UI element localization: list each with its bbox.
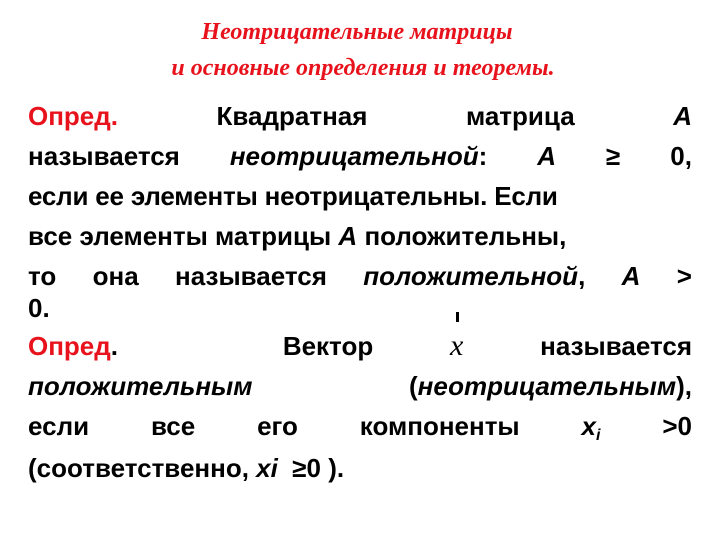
def1-word: называется — [28, 141, 180, 171]
def1-line2 — [28, 136, 692, 176]
def1-term — [230, 136, 487, 176]
def2-paren-group: (неотрицательным), — [408, 371, 692, 401]
def1-line3 — [28, 176, 692, 216]
def2-term: положительным — [28, 371, 253, 401]
def2-line2 — [28, 366, 692, 406]
def2-line4 — [28, 448, 692, 488]
vector-arrow-mark — [456, 312, 459, 322]
vector-x-symbol: x — [450, 326, 463, 366]
def1-text: положительны, — [364, 221, 567, 251]
def1-word: она — [92, 261, 139, 291]
def1-word: 0, — [670, 141, 692, 171]
def1-matrix-a: А — [338, 221, 358, 251]
component-xi: xi — [256, 453, 278, 483]
def2-dot: . — [110, 331, 119, 361]
def2-word: >0 — [662, 411, 692, 441]
def1-text: 0. — [28, 293, 50, 323]
def2-text: ≥0 ). — [277, 453, 345, 483]
def1-word: матрица — [465, 101, 575, 131]
def2-word: его — [257, 411, 298, 441]
def1-word: называется — [175, 261, 327, 291]
def1-text: все элементы матрицы — [28, 221, 332, 251]
def2-label-group — [28, 326, 118, 366]
def1-word: ≥ — [606, 141, 621, 171]
def1-term-text: неотрицательной — [229, 141, 479, 171]
def1-colon: : — [478, 141, 488, 171]
def1-word: Квадратная — [216, 101, 368, 131]
def1-word: А — [537, 141, 557, 171]
def2-term: неотрицательным — [417, 371, 677, 401]
def2-word: если — [28, 411, 90, 441]
def1-text: если ее элементы неотрицательны. Если — [28, 181, 558, 211]
def2-line3 — [28, 406, 692, 446]
def1-line4 — [28, 216, 692, 256]
def2-text: (соответственно, — [28, 453, 257, 483]
def1-comma: , — [578, 261, 586, 291]
def1-line6 — [28, 288, 692, 328]
def2-word: называется — [540, 331, 692, 361]
def1-line1 — [28, 96, 692, 136]
def2-label: Опред — [28, 331, 111, 361]
def2-word: все — [150, 411, 196, 441]
def1-word: А — [621, 261, 641, 291]
def1-label: Опред. — [28, 101, 118, 131]
slide-title-line2: и основные определения и теоремы. — [171, 55, 555, 81]
def1-word: то — [28, 261, 57, 291]
def2-word: Вектор — [282, 331, 374, 361]
def1-word: > — [676, 261, 692, 291]
slide-title-line1: Неотрицательные матрицы — [201, 19, 513, 45]
def2-line1 — [28, 326, 692, 366]
component-x-i: $x_i$ — [581, 411, 601, 444]
def1-word: А — [673, 101, 692, 131]
def1-term-text: положительной — [363, 261, 579, 291]
def2-word: компоненты — [359, 411, 520, 441]
